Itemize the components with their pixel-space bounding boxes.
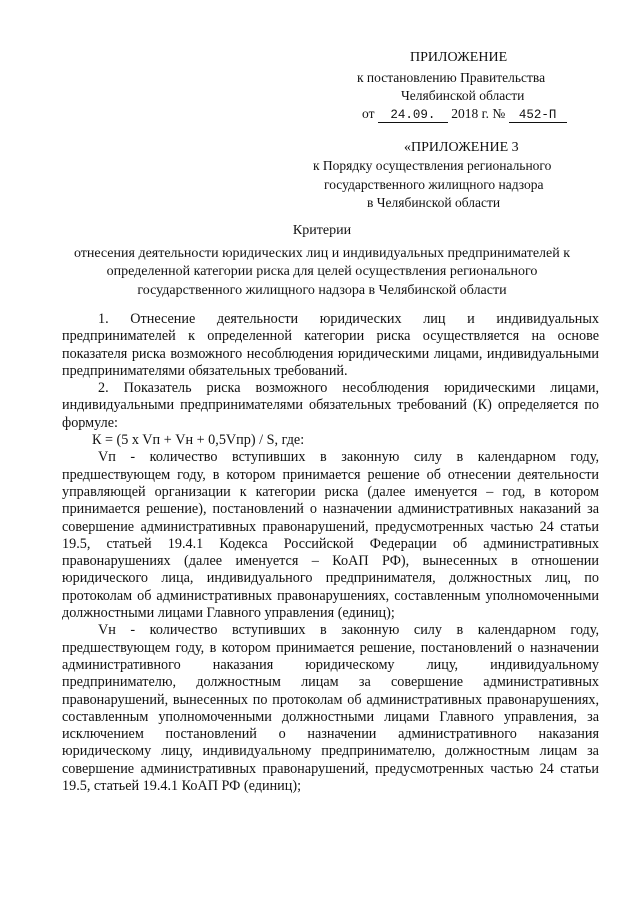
title-subtitle: отнесения деятельности юридических лиц и индивидуальных предпринимателей к определенной категории риска для целей осуществления регионального государственного жилищного надзора в Челябинской области (73, 245, 571, 298)
document-title (62, 222, 582, 300)
document-body (62, 311, 599, 795)
appendix-label: ПРИЛОЖЕНИЕ (410, 50, 508, 65)
risk-formula: К = (5 x Vп + Vн + 0,5Vпр) / S, где: (92, 432, 305, 449)
handwritten-number: 452-П (509, 108, 567, 123)
date-line (362, 106, 567, 123)
definition-vn: Vн - количество вступивших в законную силу в календарном году, предшествующем году, в котором принимается решение, постановлений о назначении административного наказания юридическому лицу, индивидуальному предпринимателю, должностным лицам за совершение административных правонарушений, вынесенных по протоколам об административных правонарушениях, составленным уполномоченными должностными лицами Главного управления, за исключением постановлений о назначении административного наказания юридическому лицу, индивидуальному предпринимателю, должностным лицам за совершение административных правонарушений, предусмотренных частью 24 статьи 19.5, статьей 19.4.1 КоАП РФ (единиц); (62, 622, 599, 795)
resolution-line: к постановлению Правительства (357, 70, 546, 85)
appendix3-line2: государственного жилищного надзора (324, 177, 544, 192)
paragraph-1: 1. Отнесение деятельности юридических лиц и индивидуальных предпринимателей к определенной категории риска осуществляется на основе показателя риска возможного несоблюдения юридическими лицами, индивидуальными предпринимателями обязательных требований. (62, 311, 599, 379)
date-prefix: от (362, 106, 375, 121)
appendix3-line1: к Порядку осуществления регионального (313, 158, 552, 173)
appendix3-line3: в Челябинской области (367, 195, 501, 210)
handwritten-date: 24.09. (378, 108, 448, 123)
appendix3-title: «ПРИЛОЖЕНИЕ 3 (404, 140, 519, 155)
region-line: Челябинской области (401, 88, 525, 103)
title-heading: Критерии (292, 223, 352, 238)
paragraph-2: 2. Показатель риска возможного несоблюдения юридическими лицами, индивидуальными предпринимателями обязательных требований (К) определяется по формуле: (62, 380, 599, 431)
year-number-label: 2018 г. № (451, 106, 506, 121)
definition-vp: Vп - количество вступивших в законную силу в календарном году, предшествующем году, в котором принимается решение об отнесении деятельности управляющей организации к категории риска (далее именуется – год, в котором принимается решение), постановлений о назначении административных наказаний за совершение административных правонарушений, предусмотренных частью 24 статьи 19.5, статьей 19.4.1 Кодекса Российской Федерации об административных правонарушениях (далее именуется – КоАП РФ), вынесенных в отношении юридического лица, индивидуального предпринимателя, должностных лиц, по протоколам об административных правонарушениях, составленным уполномоченными должностными лицами Главного управления (единиц); (62, 449, 599, 622)
